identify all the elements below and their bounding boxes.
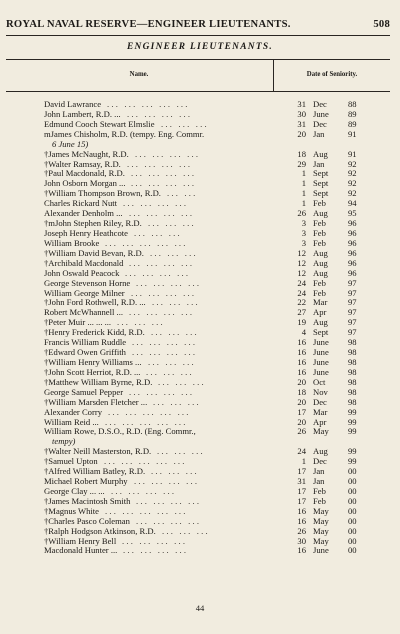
date-year: 99 — [348, 446, 357, 457]
entry-name: †Paul Macdonald, R.D. — [44, 168, 125, 179]
date-day: 31 — [297, 118, 306, 129]
date-day: 18 — [297, 148, 306, 159]
entry-name: Michael Robert Murphy — [44, 476, 128, 487]
leader-dots: ... ... ... ... — [123, 199, 189, 209]
date-year: 99 — [348, 456, 357, 467]
leader-dots: ... ... ... ... ... — [107, 100, 190, 109]
date-month: Dec — [313, 99, 327, 109]
page-header-title: ROYAL NAVAL RESERVE—ENGINEER LIEUTENANTS. — [6, 19, 291, 30]
date-year: 00 — [348, 525, 357, 536]
leader-dots: ... ... ... — [152, 298, 200, 308]
date-month: Aug — [313, 446, 328, 457]
leader-dots: ... ... ... ... — [123, 546, 189, 556]
date-month: Feb — [313, 287, 326, 298]
date-year: 96 — [348, 218, 357, 229]
leader-dots: ... ... ... — [157, 447, 205, 457]
entry-name: John Lambert, R.D. ... — [44, 108, 121, 119]
date-day: 17 — [297, 406, 306, 417]
entry-name: George Stevenson Horne — [44, 277, 131, 288]
section-title: ENGINEER LIEUTENANTS. — [126, 42, 274, 52]
entry-name: John Oswald Peacock — [44, 267, 120, 278]
entry-name: †Magnus White — [44, 505, 99, 516]
entry-name: David Lawrance — [44, 99, 102, 109]
date-month: Dec — [313, 456, 327, 467]
date-year: 92 — [348, 178, 357, 189]
date-day: 26 — [297, 208, 306, 219]
leader-dots: ... ... ... — [151, 328, 199, 338]
date-year: 98 — [348, 347, 357, 358]
date-year: 89 — [348, 118, 357, 129]
date-year: 00 — [348, 515, 357, 526]
date-day: 4 — [301, 327, 306, 338]
entry-name: †Samuel Upton — [44, 456, 98, 467]
leader-dots: ... ... ... — [153, 397, 201, 407]
seniority-list — [0, 100, 400, 556]
date-month: Aug — [313, 247, 328, 258]
date-month: Jan — [313, 128, 325, 139]
entry-name: †Walter Ramsay, R.D. — [44, 158, 121, 169]
date-day: 20 — [297, 376, 306, 387]
date-year: 91 — [348, 128, 357, 139]
date-month: Oct — [313, 376, 326, 387]
date-day: 3 — [301, 237, 306, 248]
date-year: 92 — [348, 158, 357, 169]
leader-dots: ... ... ... ... — [125, 268, 191, 278]
date-day: 16 — [297, 505, 306, 516]
entry-name: Alexander Corry — [44, 406, 102, 417]
date-day: 20 — [297, 396, 306, 407]
date-month: Aug — [313, 257, 328, 268]
entry-name: †William Marsden Fletcher ... — [44, 396, 148, 407]
leader-dots: ... ... ... — [161, 119, 209, 129]
date-month: May — [313, 426, 329, 437]
date-month: June — [313, 356, 329, 367]
entry-name: †William David Bevan, R.D. — [44, 247, 144, 258]
entry-name: Joseph Henry Heathcote — [44, 227, 128, 238]
leader-dots: ... ... ... ... — [131, 288, 197, 298]
date-month: Feb — [313, 495, 326, 506]
date-day: 29 — [297, 158, 306, 169]
date-day: 16 — [297, 347, 306, 358]
date-day: 24 — [297, 287, 306, 298]
date-month: Aug — [313, 317, 328, 328]
date-day: 12 — [297, 247, 306, 258]
entry-name: †William Henry Bell — [44, 535, 117, 546]
date-month: Jan — [313, 466, 325, 477]
leader-dots: ... ... ... — [151, 467, 199, 477]
date-day: 16 — [297, 366, 306, 377]
entry-name: Macdonald Hunter ... — [44, 545, 118, 556]
date-day: 12 — [297, 257, 306, 268]
date-day: 30 — [297, 535, 306, 546]
date-year: 92 — [348, 188, 357, 199]
date-month: June — [313, 108, 329, 119]
entry-name: †James McNaught, R.D. — [44, 148, 129, 159]
date-year: 96 — [348, 267, 357, 278]
date-year: 99 — [348, 426, 357, 437]
leader-dots: ... ... ... ... — [132, 348, 198, 358]
date-day: 1 — [301, 198, 306, 209]
leader-dots: ... ... ... ... — [132, 338, 198, 348]
date-year: 00 — [348, 495, 357, 506]
entry-name: mJames Chisholm, R.D. (tempy. Eng. Commr. — [44, 128, 205, 139]
date-day: 17 — [297, 485, 306, 496]
date-month: Dec — [313, 118, 327, 129]
leader-dots: ... ... ... ... — [131, 169, 197, 179]
date-month: Feb — [313, 227, 326, 238]
date-month: May — [313, 505, 329, 516]
date-day: 3 — [301, 218, 306, 229]
entry-name: †Henry Frederick Kidd, R.D. — [44, 327, 145, 338]
leader-dots: ... ... ... ... ... — [108, 407, 191, 417]
leader-dots: ... ... ... ... — [129, 308, 195, 318]
date-day: 16 — [297, 337, 306, 348]
date-year: 97 — [348, 277, 357, 288]
date-month: Sept — [313, 178, 329, 189]
leader-dots: ... ... ... ... ... — [104, 457, 187, 467]
leader-dots: ... ... ... ... — [131, 179, 197, 189]
date-year: 98 — [348, 396, 357, 407]
date-day: 18 — [297, 386, 306, 397]
date-month: Sept — [313, 188, 329, 199]
entry-name: William George Milner — [44, 287, 125, 298]
leader-dots: ... ... ... ... — [136, 496, 202, 506]
leader-dots: ... ... ... ... — [122, 536, 188, 546]
date-year: 98 — [348, 386, 357, 397]
entry-name: †Walter Neill Masterston, R.D. — [44, 446, 152, 457]
leader-dots: ... ... ... ... — [136, 516, 202, 526]
date-year: 96 — [348, 237, 357, 248]
date-year: 94 — [348, 198, 357, 209]
leader-dots: ... ... ... ... ... — [105, 238, 188, 248]
date-day: 31 — [297, 99, 306, 109]
date-day: 1 — [301, 168, 306, 179]
date-day: 22 — [297, 297, 306, 308]
date-day: 30 — [297, 108, 306, 119]
date-month: Feb — [313, 198, 326, 209]
entry-name: †mJohn Stephen Riley, R.D. — [44, 218, 142, 229]
date-year: 96 — [348, 227, 357, 238]
date-month: Feb — [313, 485, 326, 496]
date-month: Nov — [313, 386, 328, 397]
date-month: June — [313, 337, 329, 348]
date-day: 16 — [297, 515, 306, 526]
date-day: 1 — [301, 178, 306, 189]
date-year: 92 — [348, 168, 357, 179]
date-month: June — [313, 545, 329, 556]
entry-name-continuation: tempy) — [52, 436, 76, 447]
date-year: 98 — [348, 356, 357, 367]
date-day: 1 — [301, 188, 306, 199]
table-header-rule — [6, 91, 390, 92]
date-day: 16 — [297, 356, 306, 367]
date-year: 00 — [348, 505, 357, 516]
date-month: Feb — [313, 277, 326, 288]
date-year: 97 — [348, 307, 357, 318]
entry-name: †William Thompson Brown, R.D. — [44, 188, 161, 199]
entry-name: William Rowe, D.S.O., R.D. (Eng. Commr., — [44, 426, 196, 437]
entry-name: Robert McWhannell ... — [44, 307, 123, 318]
date-day: 17 — [297, 495, 306, 506]
leader-dots: ... ... ... ... — [127, 109, 193, 119]
date-column-header: Date of Seniority. — [306, 70, 358, 78]
entry-name: William Brooke — [44, 237, 100, 248]
entry-name: Francis William Ruddle — [44, 337, 127, 348]
date-month: Mar — [313, 297, 328, 308]
leader-dots: ... ... ... ... ... — [105, 506, 188, 516]
date-month: Mar — [313, 406, 328, 417]
date-day: 26 — [297, 426, 306, 437]
entry-name: †John Scott Herriot, R.D. ... — [44, 366, 141, 377]
date-month: Aug — [313, 148, 328, 159]
date-day: 16 — [297, 545, 306, 556]
date-month: May — [313, 535, 329, 546]
leader-dots: ... ... ... ... — [111, 486, 177, 496]
date-year: 96 — [348, 247, 357, 258]
date-month: June — [313, 366, 329, 377]
entry-name: John Osborn Morgan ... — [44, 178, 126, 189]
entry-name: †Matthew William Byrne, R.D. — [44, 376, 153, 387]
date-day: 20 — [297, 416, 306, 427]
entry-name: †John Ford Rothwell, R.D. ... — [44, 297, 146, 308]
date-day: 24 — [297, 446, 306, 457]
date-year: 97 — [348, 327, 357, 338]
entry-name: †Edward Owen Griffith — [44, 347, 126, 358]
date-month: Sept — [313, 327, 329, 338]
leader-dots: ... ... — [167, 189, 198, 199]
name-column-header: Name. — [129, 70, 149, 78]
date-day: 12 — [297, 267, 306, 278]
date-day: 24 — [297, 277, 306, 288]
leader-dots: ... ... ... ... — [127, 159, 193, 169]
entry-name: Edmund Cooch Stewart Elmslie — [44, 118, 155, 129]
entry-name: †William Henry Williams ... — [44, 356, 142, 367]
date-month: Jan — [313, 158, 325, 169]
entry-name: †James Macintosh Smith — [44, 495, 131, 506]
entry-name: George Clay ... ... — [44, 485, 105, 496]
date-year: 00 — [348, 485, 357, 496]
leader-dots: ... ... ... ... — [129, 258, 195, 268]
date-day: 27 — [297, 307, 306, 318]
date-year: 88 — [348, 99, 357, 109]
date-year: 95 — [348, 208, 357, 219]
leader-dots: ... ... ... ... — [136, 278, 202, 288]
entry-name: Alexander Denholm ... — [44, 208, 123, 219]
date-year: 98 — [348, 376, 357, 387]
date-month: June — [313, 347, 329, 358]
leader-dots: ... ... ... ... — [129, 209, 195, 219]
date-day: 26 — [297, 525, 306, 536]
leader-dots: ... ... ... — [148, 357, 196, 367]
entry-name: †Ralph Hodgson Atkinson, R.D. — [44, 525, 156, 536]
date-month: Dec — [313, 396, 327, 407]
date-year: 97 — [348, 297, 357, 308]
leader-dots: ... ... ... ... — [129, 387, 195, 397]
leader-dots: ... ... ... — [117, 318, 165, 328]
date-day: 19 — [297, 317, 306, 328]
date-month: Apr — [313, 307, 327, 318]
header-rule — [6, 35, 390, 36]
date-month: Apr — [313, 416, 327, 427]
date-month: Aug — [313, 267, 328, 278]
date-year: 91 — [348, 148, 357, 159]
date-year: 00 — [348, 476, 357, 487]
running-header — [6, 19, 390, 30]
entry-name-continuation: 6 June 15) — [52, 138, 89, 149]
date-day: 1 — [301, 456, 306, 467]
date-day: 17 — [297, 466, 306, 477]
date-month: Sept — [313, 168, 329, 179]
date-year: 97 — [348, 287, 357, 298]
date-year: 89 — [348, 108, 357, 119]
date-month: Aug — [313, 208, 328, 219]
date-day: 20 — [297, 128, 306, 139]
date-month: Jan — [313, 476, 325, 487]
date-year: 00 — [348, 545, 357, 556]
date-year: 00 — [348, 466, 357, 477]
date-year: 98 — [348, 366, 357, 377]
leader-dots: ... ... ... ... — [134, 477, 200, 487]
entry-name: †Peter Muir ... ... ... — [44, 317, 112, 328]
leader-dots: ... ... ... — [146, 367, 194, 377]
leader-dots: ... ... ... — [148, 219, 196, 229]
leader-dots: ... ... ... — [150, 248, 198, 258]
date-year: 99 — [348, 406, 357, 417]
list-row — [0, 546, 400, 556]
date-day: 3 — [301, 227, 306, 238]
date-month: May — [313, 525, 329, 536]
date-year: 97 — [348, 317, 357, 328]
date-year: 96 — [348, 257, 357, 268]
signature-mark: 44 — [195, 603, 205, 613]
date-year: 98 — [348, 337, 357, 348]
entry-name: †Charles Pasco Coleman — [44, 515, 130, 526]
leader-dots: ... ... ... — [162, 526, 210, 536]
leader-dots: ... ... ... — [134, 228, 182, 238]
date-day: 31 — [297, 476, 306, 487]
entry-name: George Samuel Pepper — [44, 386, 124, 397]
leader-dots: ... ... ... — [158, 377, 206, 387]
date-month: Feb — [313, 218, 326, 229]
leader-dots: ... ... ... ... ... — [105, 417, 188, 427]
entry-name: Charles Rickard Nutt — [44, 198, 118, 209]
date-month: May — [313, 515, 329, 526]
date-month: Feb — [313, 237, 326, 248]
page-number: 508 — [373, 19, 390, 30]
entry-name: †Archibald Macdonald — [44, 257, 124, 268]
entry-name: †Alfred William Batley, R.D. — [44, 466, 146, 477]
date-year: 00 — [348, 535, 357, 546]
entry-name: William Reid ... — [44, 416, 99, 427]
date-year: 99 — [348, 416, 357, 427]
leader-dots: ... ... ... ... — [135, 149, 201, 159]
list-row — [0, 408, 400, 418]
